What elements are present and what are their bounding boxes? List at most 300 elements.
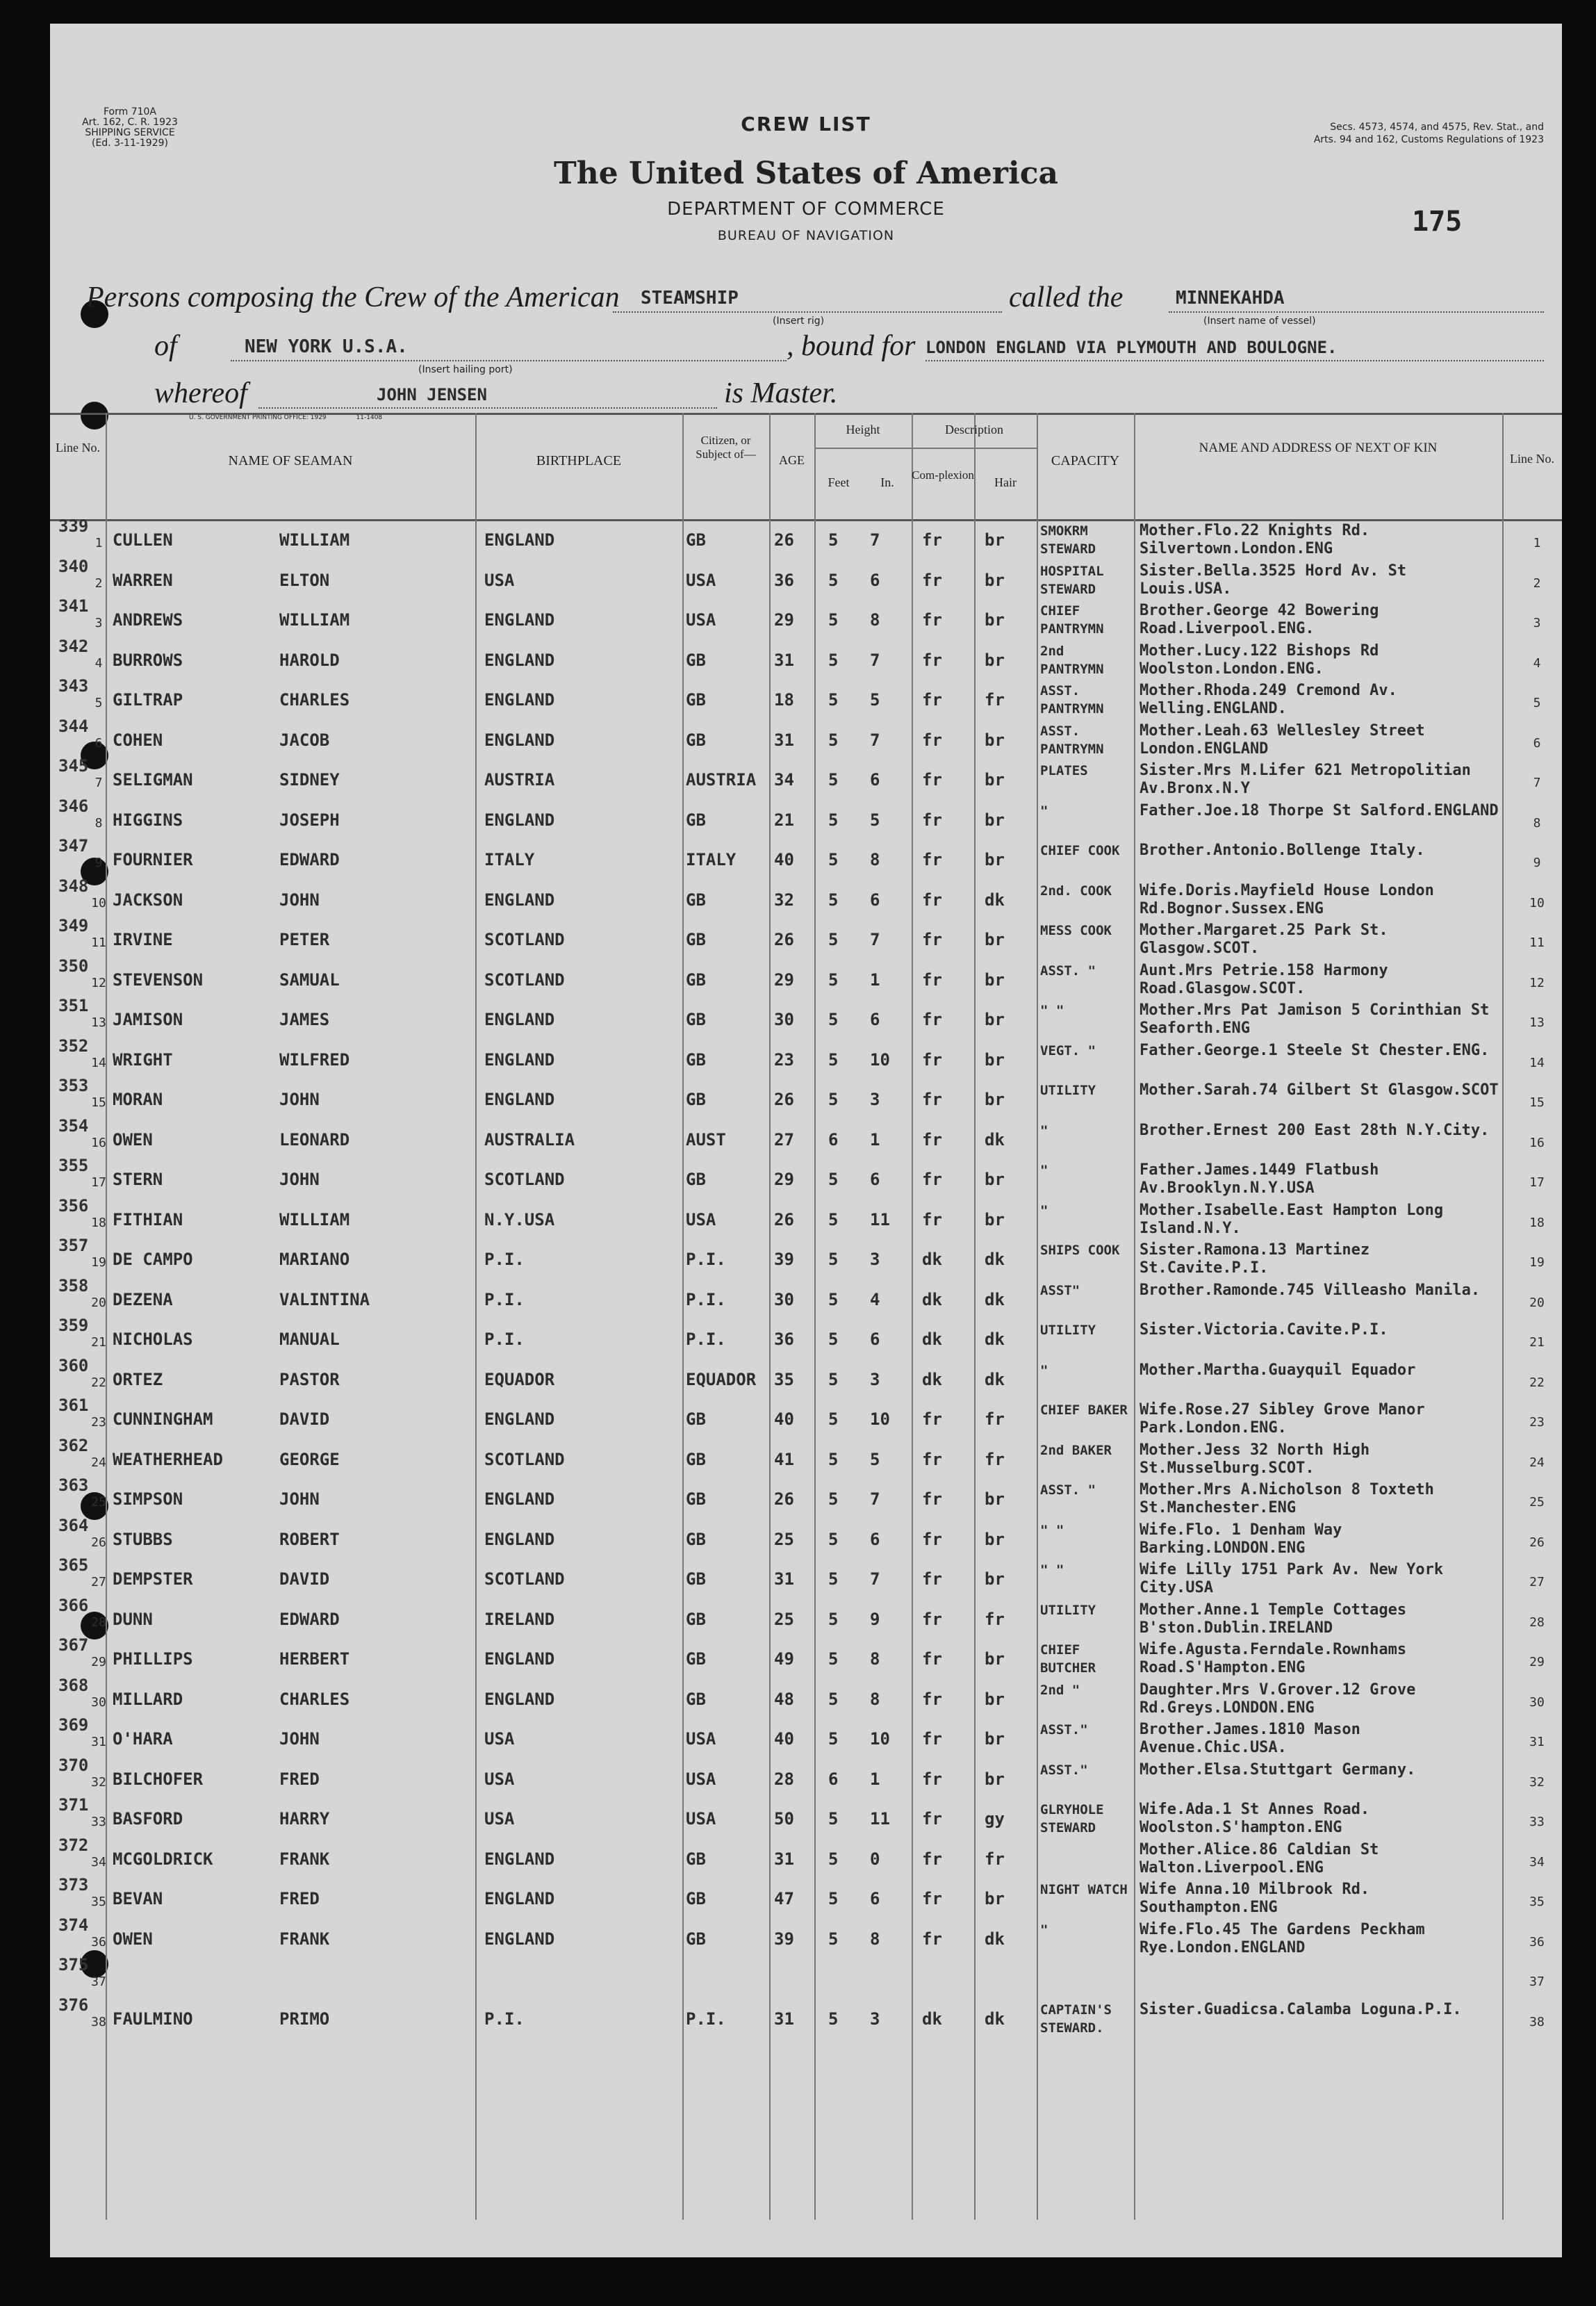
- table-row: [50, 1675, 1562, 1720]
- height-feet: 5: [828, 570, 839, 590]
- surname: HIGGINS: [113, 810, 183, 830]
- capacity: GLRYHOLE STEWARD: [1040, 1802, 1104, 1835]
- capacity: ASST. PANTRYMN: [1040, 723, 1104, 757]
- height-feet: 5: [828, 610, 839, 630]
- next-of-kin: Mother.Alice.86 Caldian St Walton.Liverpool.ENG: [1140, 1840, 1379, 1876]
- age: 26: [774, 1209, 794, 1229]
- hair-color: dk: [985, 1129, 1005, 1150]
- next-of-kin: Brother.George 42 Bowering Road.Liverpool.ENG.: [1140, 602, 1379, 637]
- next-of-kin: Brother.Ernest 200 East 28th N.Y.City.: [1140, 1121, 1490, 1139]
- row-prefix-number: 362: [58, 1435, 89, 1455]
- citizenship: GB: [686, 1049, 706, 1070]
- line-number: 29: [91, 1655, 106, 1669]
- row-prefix-number: 339: [58, 516, 89, 536]
- surname: BILCHOFER: [113, 1769, 204, 1789]
- line-number-right: 12: [1529, 975, 1545, 990]
- given-name: JOHN: [279, 1489, 320, 1509]
- capacity: ASST.": [1040, 1722, 1088, 1737]
- table-row: [50, 1316, 1562, 1360]
- complexion: fr: [922, 1569, 942, 1589]
- complexion: fr: [922, 1609, 942, 1629]
- given-name: HERBERT: [279, 1649, 350, 1669]
- line-number: 8: [94, 815, 103, 831]
- line-number-right: 16: [1529, 1135, 1545, 1150]
- age: 25: [774, 1609, 794, 1629]
- next-of-kin: Sister.Victoria.Cavite.P.I.: [1140, 1321, 1388, 1339]
- master-label: is Master.: [724, 377, 838, 409]
- row-prefix-number: 357: [58, 1236, 89, 1255]
- given-name: FRANK: [279, 1849, 330, 1869]
- line-number: 38: [91, 2014, 106, 2029]
- line-number-right: 18: [1529, 1215, 1545, 1230]
- row-prefix-number: 367: [58, 1635, 89, 1655]
- hair-color: dk: [985, 1289, 1005, 1309]
- line-number-right: 30: [1529, 1694, 1545, 1710]
- age: 48: [774, 1689, 794, 1709]
- secs-line-2: Arts. 94 and 162, Customs Regulations of 1923: [1313, 134, 1544, 145]
- citizenship: AUSTRIA: [686, 770, 757, 790]
- age: 31: [774, 1849, 794, 1869]
- surname: IRVINE: [113, 930, 173, 949]
- next-of-kin: Mother.Sarah.74 Gilbert St Glasgow.SCOT: [1140, 1081, 1499, 1099]
- table-row: [50, 1236, 1562, 1280]
- next-of-kin: Sister.Bella.3525 Hord Av. St Louis.USA.: [1140, 562, 1407, 598]
- line-number-right: 9: [1533, 856, 1541, 870]
- col-complexion: Com-plexion: [912, 468, 974, 482]
- table-row: [50, 516, 1562, 561]
- capacity: ": [1040, 1122, 1048, 1138]
- line-number-right: 5: [1533, 696, 1541, 710]
- height-feet: 5: [828, 1569, 839, 1589]
- complexion: fr: [922, 1529, 942, 1549]
- capacity: ": [1040, 1362, 1048, 1378]
- line-number: 3: [94, 616, 103, 630]
- vessel-name: MINNEKAHDA: [1176, 288, 1285, 309]
- next-of-kin: Father.James.1449 Flatbush Av.Brooklyn.N.Y.USA: [1140, 1161, 1379, 1197]
- complexion: fr: [922, 1049, 942, 1070]
- complexion: fr: [922, 970, 942, 990]
- capacity: CHIEF PANTRYMN: [1040, 603, 1104, 637]
- age: 21: [774, 810, 794, 830]
- birthplace: SCOTLAND: [484, 970, 565, 990]
- line-number-right: 37: [1529, 1974, 1545, 1989]
- height-inches: 1: [870, 1769, 880, 1789]
- age: 41: [774, 1449, 794, 1469]
- capacity: ": [1040, 1922, 1048, 1938]
- line-number-right: 21: [1529, 1335, 1545, 1350]
- height-feet: 5: [828, 1289, 839, 1309]
- height-inches: 11: [870, 1809, 890, 1829]
- height-inches: 8: [870, 850, 880, 869]
- line-number: 26: [91, 1535, 106, 1550]
- surname: BURROWS: [113, 650, 183, 670]
- birthplace: ENGLAND: [484, 1049, 555, 1070]
- age: 34: [774, 770, 794, 790]
- birthplace: P.I.: [484, 1250, 525, 1269]
- next-of-kin: Brother.James.1810 Mason Avenue.Chic.USA.: [1140, 1721, 1360, 1756]
- line-number-right: 23: [1529, 1415, 1545, 1430]
- col-line-no: Line No.: [56, 441, 100, 455]
- height-inches: 8: [870, 610, 880, 630]
- citizenship: USA: [686, 1809, 716, 1829]
- line-number-right: 27: [1529, 1575, 1545, 1589]
- given-name: SIDNEY: [279, 770, 340, 790]
- height-inches: 1: [870, 970, 880, 990]
- citizenship: GB: [686, 1569, 706, 1589]
- table-row: [50, 1475, 1562, 1520]
- col-citizen: Citizen, or Subject of—: [696, 434, 756, 461]
- capacity: 2nd ": [1040, 1682, 1080, 1698]
- age: 40: [774, 1409, 794, 1429]
- complexion: fr: [922, 1769, 942, 1789]
- line-number-right: 31: [1529, 1735, 1545, 1749]
- height-inches: 7: [870, 1489, 880, 1509]
- hair-color: dk: [985, 2009, 1005, 2029]
- next-of-kin: Mother.Jess 32 North High St.Musselburg.SCOT.: [1140, 1441, 1370, 1477]
- height-feet: 5: [828, 1170, 839, 1189]
- height-inches: 10: [870, 1049, 890, 1070]
- next-of-kin: Mother.Lucy.122 Bishops Rd Woolston.London.ENG.: [1140, 641, 1379, 678]
- next-of-kin: Wife.Rose.27 Sibley Grove Manor Park.London.ENG.: [1140, 1401, 1425, 1437]
- age: 39: [774, 1250, 794, 1269]
- height-inches: 5: [870, 810, 880, 830]
- age: 18: [774, 690, 794, 710]
- row-prefix-number: 356: [58, 1195, 89, 1216]
- row-prefix-number: 345: [58, 756, 89, 776]
- surname: OWEN: [113, 1929, 153, 1949]
- surname: MILLARD: [113, 1689, 183, 1709]
- given-name: CHARLES: [279, 1689, 350, 1709]
- given-name: JOHN: [279, 1170, 320, 1189]
- birthplace: USA: [484, 1729, 515, 1749]
- table-row: [50, 1635, 1562, 1680]
- next-of-kin: Mother.Isabelle.East Hampton Long Island.N.Y.: [1140, 1201, 1444, 1237]
- capacity: MESS COOK: [1040, 923, 1112, 938]
- height-inches: 7: [870, 930, 880, 949]
- citizenship: GB: [686, 1449, 706, 1469]
- crew-list-heading: CREW LIST: [741, 113, 871, 136]
- age: 49: [774, 1649, 794, 1669]
- given-name: MARIANO: [279, 1250, 350, 1269]
- line-number: 22: [91, 1375, 106, 1390]
- capacity: ASST. PANTRYMN: [1040, 683, 1104, 717]
- table-row: [50, 1555, 1562, 1600]
- capacity: ASST": [1040, 1282, 1080, 1298]
- rig-value: STEAMSHIP: [641, 288, 739, 309]
- hailing-port: NEW YORK U.S.A.: [245, 336, 408, 357]
- height-feet: 5: [828, 650, 839, 670]
- given-name: MANUAL: [279, 1330, 340, 1349]
- birthplace: ENGLAND: [484, 1489, 555, 1509]
- called-label: called the: [1009, 281, 1124, 313]
- birthplace: EQUADOR: [484, 1369, 555, 1389]
- birthplace: ENGLAND: [484, 730, 555, 750]
- citizenship: GB: [686, 1609, 706, 1629]
- row-prefix-number: 348: [58, 876, 89, 896]
- row-prefix-number: 340: [58, 556, 89, 576]
- complexion: fr: [922, 1409, 942, 1429]
- complexion: fr: [922, 1489, 942, 1509]
- next-of-kin: Mother.Martha.Guayquil Equador: [1140, 1361, 1416, 1379]
- birthplace: SCOTLAND: [484, 930, 565, 949]
- row-prefix-number: 373: [58, 1875, 89, 1895]
- height-feet: 5: [828, 1369, 839, 1389]
- age: 32: [774, 890, 794, 910]
- page-number: 175: [1412, 206, 1463, 238]
- table-row: [50, 1595, 1562, 1640]
- table-row: [50, 1955, 1562, 2000]
- surname: PHILLIPS: [113, 1649, 193, 1669]
- given-name: DAVID: [279, 1409, 330, 1429]
- country-title: The United States of America: [553, 156, 1059, 191]
- given-name: PETER: [279, 930, 330, 949]
- height-inches: 6: [870, 770, 880, 790]
- col-age: AGE: [779, 453, 805, 467]
- height-feet: 5: [828, 1849, 839, 1869]
- given-name: VALINTINA: [279, 1289, 370, 1309]
- line-number: 4: [94, 655, 103, 671]
- next-of-kin: Wife.Ada.1 St Annes Road. Woolston.S'hampton.ENG: [1140, 1801, 1370, 1836]
- next-of-kin: Mother.Mrs A.Nicholson 8 Toxteth St.Manchester.ENG: [1140, 1481, 1434, 1516]
- given-name: WILLIAM: [279, 1209, 350, 1229]
- complexion: fr: [922, 1849, 942, 1869]
- citizenship: GB: [686, 650, 706, 670]
- capacity: CHIEF BAKER: [1040, 1403, 1128, 1418]
- row-prefix-number: 371: [58, 1795, 89, 1815]
- table-row: [50, 876, 1562, 921]
- hair-color: br: [985, 770, 1005, 790]
- complexion: fr: [922, 810, 942, 830]
- line-number: 14: [91, 1055, 106, 1070]
- height-feet: 5: [828, 1209, 839, 1229]
- vessel-field: [1169, 310, 1544, 313]
- capacity: UTILITY: [1040, 1083, 1096, 1098]
- complexion: fr: [922, 1129, 942, 1150]
- next-of-kin: Wife Lilly 1751 Park Av. New York City.USA: [1140, 1561, 1444, 1596]
- complexion: dk: [922, 1289, 942, 1309]
- surname: FITHIAN: [113, 1209, 183, 1229]
- line-number-right: 28: [1529, 1614, 1545, 1630]
- citizenship: GB: [686, 1409, 706, 1429]
- next-of-kin: Mother.Anne.1 Temple Cottages B'ston.Dublin.IRELAND: [1140, 1601, 1407, 1637]
- given-name: WILLIAM: [279, 610, 350, 630]
- department-title: DEPARTMENT OF COMMERCE: [667, 199, 945, 220]
- height-inches: 11: [870, 1209, 890, 1229]
- row-prefix-number: 368: [58, 1675, 89, 1695]
- hair-color: br: [985, 1049, 1005, 1070]
- height-feet: 5: [828, 1049, 839, 1070]
- complexion: fr: [922, 1090, 942, 1109]
- form-service: SHIPPING SERVICE: [85, 127, 175, 138]
- line-number: 36: [91, 1934, 106, 1949]
- surname: STUBBS: [113, 1529, 173, 1549]
- col-feet: Feet: [828, 475, 850, 489]
- master-name: JOHN JENSEN: [377, 385, 487, 404]
- age: 29: [774, 970, 794, 990]
- citizenship: GB: [686, 690, 706, 710]
- given-name: PASTOR: [279, 1369, 340, 1389]
- surname: COHEN: [113, 730, 163, 750]
- table-row: [50, 1355, 1562, 1400]
- citizenship: EQUADOR: [686, 1369, 757, 1389]
- surname: DUNN: [113, 1609, 153, 1629]
- citizenship: GB: [686, 530, 706, 550]
- height-feet: 5: [828, 1689, 839, 1709]
- birthplace: SCOTLAND: [484, 1449, 565, 1469]
- rig-field: [613, 310, 1002, 313]
- table-row: [50, 1755, 1562, 1800]
- row-prefix-number: 374: [58, 1915, 89, 1935]
- height-inches: 7: [870, 530, 880, 550]
- next-of-kin: Brother.Antonio.Bollenge Italy.: [1140, 842, 1425, 859]
- row-prefix-number: 372: [58, 1835, 89, 1855]
- line-number: 18: [91, 1215, 106, 1230]
- height-inches: 6: [870, 570, 880, 590]
- complexion: fr: [922, 1729, 942, 1749]
- row-prefix-number: 351: [58, 996, 89, 1015]
- citizenship: GB: [686, 1489, 706, 1509]
- capacity: ASST. ": [1040, 963, 1096, 979]
- complexion: dk: [922, 1330, 942, 1349]
- citizenship: USA: [686, 570, 716, 590]
- given-name: SAMUAL: [279, 970, 340, 990]
- complexion: fr: [922, 1809, 942, 1829]
- next-of-kin: Mother.Margaret.25 Park St. Glasgow.SCOT.: [1140, 922, 1388, 957]
- col-description: Description: [945, 423, 1003, 436]
- citizenship: USA: [686, 1769, 716, 1789]
- height-inches: 6: [870, 1330, 880, 1349]
- complexion: dk: [922, 1369, 942, 1389]
- height-inches: 10: [870, 1409, 890, 1429]
- complexion: fr: [922, 1929, 942, 1949]
- table-row: [50, 636, 1562, 681]
- citizenship: GB: [686, 1529, 706, 1549]
- col-birthplace: BIRTHPLACE: [536, 453, 622, 468]
- master-field: [258, 406, 717, 409]
- next-of-kin: Father.George.1 Steele St Chester.ENG.: [1140, 1041, 1490, 1059]
- line-number: 16: [91, 1135, 106, 1150]
- given-name: JOHN: [279, 1090, 320, 1109]
- row-prefix-number: 369: [58, 1715, 89, 1735]
- capacity: UTILITY: [1040, 1323, 1096, 1338]
- hair-color: br: [985, 1649, 1005, 1669]
- surname: DEMPSTER: [113, 1569, 193, 1589]
- height-feet: 5: [828, 1929, 839, 1949]
- surname: BEVAN: [113, 1889, 163, 1908]
- capacity: ": [1040, 1163, 1048, 1178]
- hair-color: br: [985, 570, 1005, 590]
- hair-color: dk: [985, 1250, 1005, 1269]
- age: 27: [774, 1129, 794, 1150]
- height-inches: 0: [870, 1849, 880, 1869]
- height-feet: 5: [828, 1809, 839, 1829]
- next-of-kin: Wife Anna.10 Milbrook Rd. Southampton.ENG: [1140, 1881, 1370, 1916]
- row-prefix-number: 349: [58, 916, 89, 935]
- age: 40: [774, 1729, 794, 1749]
- row-prefix-number: 353: [58, 1076, 89, 1095]
- next-of-kin: Mother.Flo.22 Knights Rd. Silvertown.London.ENG: [1140, 522, 1370, 557]
- height-feet: 5: [828, 890, 839, 910]
- surname: CUNNINGHAM: [113, 1409, 213, 1429]
- line-number: 37: [91, 1974, 106, 1989]
- col-line-no-right: Line No.: [1510, 452, 1554, 466]
- surname: CULLEN: [113, 530, 173, 550]
- line-number-right: 33: [1529, 1815, 1545, 1829]
- next-of-kin: Sister.Ramona.13 Martinez St.Cavite.P.I.: [1140, 1241, 1370, 1277]
- line-number-right: 4: [1533, 655, 1541, 671]
- row-prefix-number: 365: [58, 1555, 89, 1575]
- birthplace: ENGLAND: [484, 530, 555, 550]
- surname: FOURNIER: [113, 850, 193, 869]
- line-number: 5: [94, 696, 103, 710]
- hair-color: br: [985, 1889, 1005, 1908]
- next-of-kin: Mother.Rhoda.249 Cremond Av. Welling.ENGLAND.: [1140, 682, 1397, 717]
- table-row: [50, 956, 1562, 1001]
- hair-color: br: [985, 610, 1005, 630]
- table-row: [50, 1195, 1562, 1241]
- table-row: [50, 1715, 1562, 1760]
- line-number: 21: [91, 1335, 106, 1350]
- complexion: fr: [922, 770, 942, 790]
- row-prefix-number: 361: [58, 1396, 89, 1415]
- header-subdivider: [814, 448, 1037, 449]
- capacity: CHIEF BUTCHER: [1040, 1642, 1096, 1676]
- height-feet: 5: [828, 770, 839, 790]
- line-number-right: 38: [1529, 2014, 1545, 2029]
- hair-color: dk: [985, 890, 1005, 910]
- table-row: [50, 996, 1562, 1040]
- age: 31: [774, 2009, 794, 2029]
- birthplace: SCOTLAND: [484, 1569, 565, 1589]
- given-name: JOSEPH: [279, 810, 340, 830]
- row-prefix-number: 376: [58, 1995, 89, 2015]
- hair-color: br: [985, 930, 1005, 949]
- capacity: " ": [1040, 1522, 1064, 1538]
- given-name: EDWARD: [279, 850, 340, 869]
- complexion: fr: [922, 690, 942, 710]
- surname: MCGOLDRICK: [113, 1849, 213, 1869]
- complexion: fr: [922, 570, 942, 590]
- line-number: 15: [91, 1095, 106, 1110]
- next-of-kin: Wife.Flo. 1 Denham Way Barking.LONDON.ENG: [1140, 1521, 1342, 1557]
- surname: BASFORD: [113, 1809, 183, 1829]
- capacity: [1040, 1841, 1134, 1879]
- next-of-kin: [1140, 1961, 1501, 1998]
- surname: O'HARA: [113, 1729, 173, 1749]
- capacity: CHIEF COOK: [1040, 843, 1120, 858]
- row-prefix-number: 363: [58, 1475, 89, 1495]
- given-name: GEORGE: [279, 1449, 340, 1469]
- next-of-kin: Wife.Doris.Mayfield House London Rd.Bognor.Sussex.ENG: [1140, 881, 1434, 917]
- line-number-right: 15: [1529, 1095, 1545, 1110]
- line-number: 2: [94, 575, 103, 591]
- complexion: fr: [922, 1209, 942, 1229]
- line-number: 19: [91, 1255, 106, 1270]
- height-feet: 5: [828, 970, 839, 990]
- birthplace: AUSTRIA: [484, 770, 555, 790]
- table-row: [50, 1076, 1562, 1120]
- hailing-port-field: [231, 359, 787, 361]
- printing-office-text: U. S. GOVERNMENT PRINTING OFFICE: 1929: [189, 414, 327, 421]
- next-of-kin: Daughter.Mrs V.Grover.12 Grove Rd.Greys.LONDON.ENG: [1140, 1681, 1416, 1717]
- surname: FAULMINO: [113, 2009, 193, 2029]
- col-capacity: CAPACITY: [1051, 453, 1120, 468]
- surname: JAMISON: [113, 1010, 183, 1029]
- citizenship: P.I.: [686, 2009, 726, 2029]
- destination-field: [925, 359, 1544, 361]
- height-feet: 5: [828, 1449, 839, 1469]
- line-number: 27: [91, 1575, 106, 1589]
